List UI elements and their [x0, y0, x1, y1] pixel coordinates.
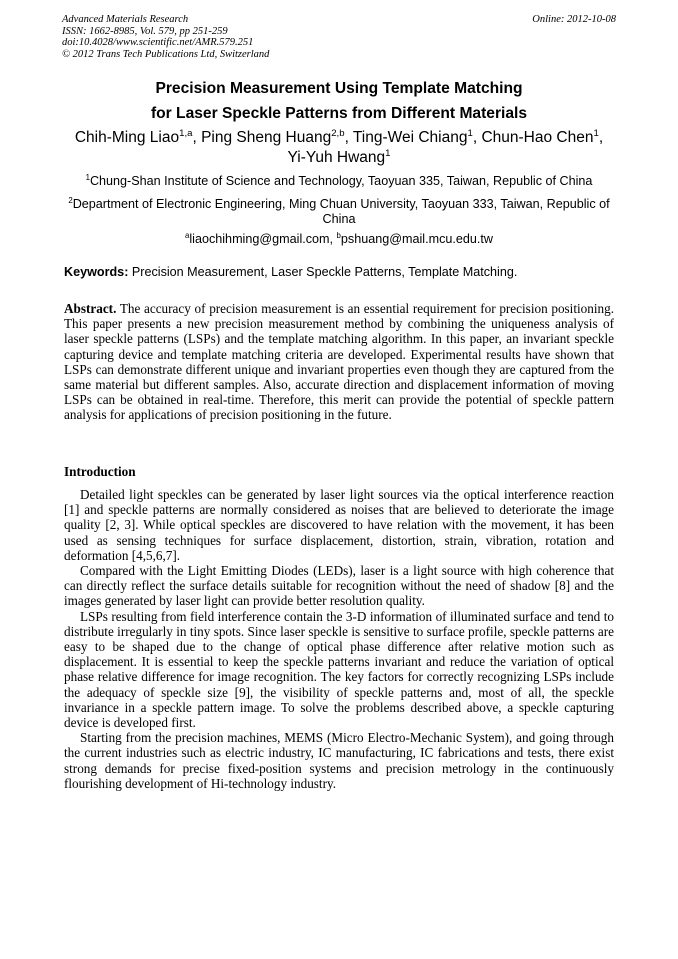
affiliation-text: Chung-Shan Institute of Science and Technology, Taoyuan 335, Taiwan, Republic of China	[89, 174, 593, 188]
email-sup: a	[185, 230, 190, 240]
keywords-line	[64, 265, 616, 280]
copyright-line: © 2012 Trans Tech Publications Ltd, Switzerland	[62, 48, 270, 60]
affiliation-sup: 1	[85, 172, 90, 182]
introduction-paragraph: LSPs resulting from field interference contain the 3-D information of illuminated surface and tend to distribute irregularly in tiny spots. Since laser speckle is sensitive to surface profile, speckle patterns are easy to be shaped due to the change of optical phase difference after relative motion such as displacement. It is essential to keep the speckle patterns invariant and reduce the variation of optical phase relative difference for image recognition. The key factors for correctly recognizing LSPs include the adequacy of speckle size [9], the visibility of speckle patterns and, most of all, the speckle invariance in a speckle pattern image. To solve the problems described above, a speckle capturing device is developed first.	[64, 608, 614, 731]
author-name: Chih-Ming Liao	[74, 129, 180, 146]
abstract-text: The accuracy of precision measurement is an essential requirement for precision positioning. This paper presents a new precision measurement method by combining the uniqueness analysis of laser speckle patterns (LSPs) and the template matching algorithm. In this paper, an invariant speckle capturing device and template matching criteria are developed. Experimental results have shown that LSPs can demonstrate different unique and invariant properties even though they are captured from the same material but different samples. Also, accurate direction and displacement information of moving LSPs can be obtained in real-time. Therefore, this merit can provide the potential of speckle pattern analysis for applications of precision positioning in the future.	[64, 301, 614, 423]
author: Ping Sheng Huang$^{2,b}$,	[201, 127, 353, 146]
paper-title-line-1: Precision Measurement Using Template Matching	[155, 80, 523, 97]
author-sup: 2,b	[331, 127, 345, 139]
author-emails: $^a$liaochihming@gmail.com, $^b$pshuang@mail.mcu.edu.tw	[185, 230, 493, 246]
author-sup: 1	[385, 147, 391, 159]
abstract-paragraph	[64, 301, 614, 423]
online-date: Online: 2012-10-08	[532, 14, 616, 25]
author-name: Ting-Wei Chiang	[352, 129, 468, 146]
author-name: Ping Sheng Huang	[201, 129, 332, 146]
abstract-label: Abstract.	[64, 301, 117, 316]
doi-line: doi:10.4028/www.scientific.net/AMR.579.251	[62, 37, 254, 48]
introduction-paragraph: Detailed light speckles can be generated by laser light sources via the optical interference reaction [1] and speckle patterns are normally considered as noises that are believed to deteriorate the image quality [2, 3]. While optical speckles are discovered to have relation with the movement, it has been used as sensing techniques for surface displacement, distortion, strain, vibration, rotation and deformation [4,5,6,7].	[64, 487, 614, 563]
author-sup: 1	[467, 127, 473, 139]
author-sup: 1	[593, 127, 599, 139]
keywords-text: Precision Measurement, Laser Speckle Patterns, Template Matching.	[128, 265, 518, 279]
email-link[interactable]: liaochihming@gmail.com	[189, 232, 330, 246]
introduction-body	[64, 487, 614, 791]
affiliation-1	[62, 174, 616, 189]
author: Chih-Ming Liao$^{1,a}$,	[74, 127, 202, 146]
section-heading-introduction: Introduction	[64, 464, 136, 479]
introduction-paragraph: Compared with the Light Emitting Diodes (LEDs), laser is a light source with high coherence that can directly reflect the surface details suitable for recognition without the need of shadow [8] and the images generated by laser light can provide better resolution quality.	[64, 563, 614, 609]
author-name: Chun-Hao Chen	[481, 129, 594, 146]
journal-name: Advanced Materials Research	[62, 14, 189, 25]
email-sup: b	[336, 230, 341, 240]
author-name: Yi-Yuh Hwang	[287, 149, 386, 166]
publication-header	[62, 14, 616, 60]
introduction-paragraph: Starting from the precision machines, MEMS (Micro Electro-Mechanic System), and going through the current industries such as electric industry, IC manufacturing, IC fabrications and tests, there exist strong demands for precise fixed-position systems and precision metrology in the continuously flourishing development of Hi-technology industry.	[64, 730, 614, 791]
author: Chun-Hao Chen$^1$,	[481, 127, 604, 146]
paper-title-line-2: for Laser Speckle Patterns from Different Materials	[150, 105, 528, 122]
author	[288, 149, 391, 166]
author-list	[40, 128, 638, 168]
email-link[interactable]: pshuang@mail.mcu.edu.tw	[340, 232, 493, 246]
keywords-label: Keywords:	[64, 265, 129, 279]
affiliation-text: Department of Electronic Engineering, Ming Chuan University, Taoyuan 333, Taiwan, Republic of China	[72, 197, 610, 226]
issn-line: ISSN: 1662-8985, Vol. 579, pp 251-259	[62, 25, 228, 37]
affiliation-2	[62, 197, 616, 227]
author: Ting-Wei Chiang$^1$,	[352, 127, 482, 146]
author-sup: 1,a	[179, 127, 193, 139]
affiliation-sup: 2	[68, 195, 73, 205]
